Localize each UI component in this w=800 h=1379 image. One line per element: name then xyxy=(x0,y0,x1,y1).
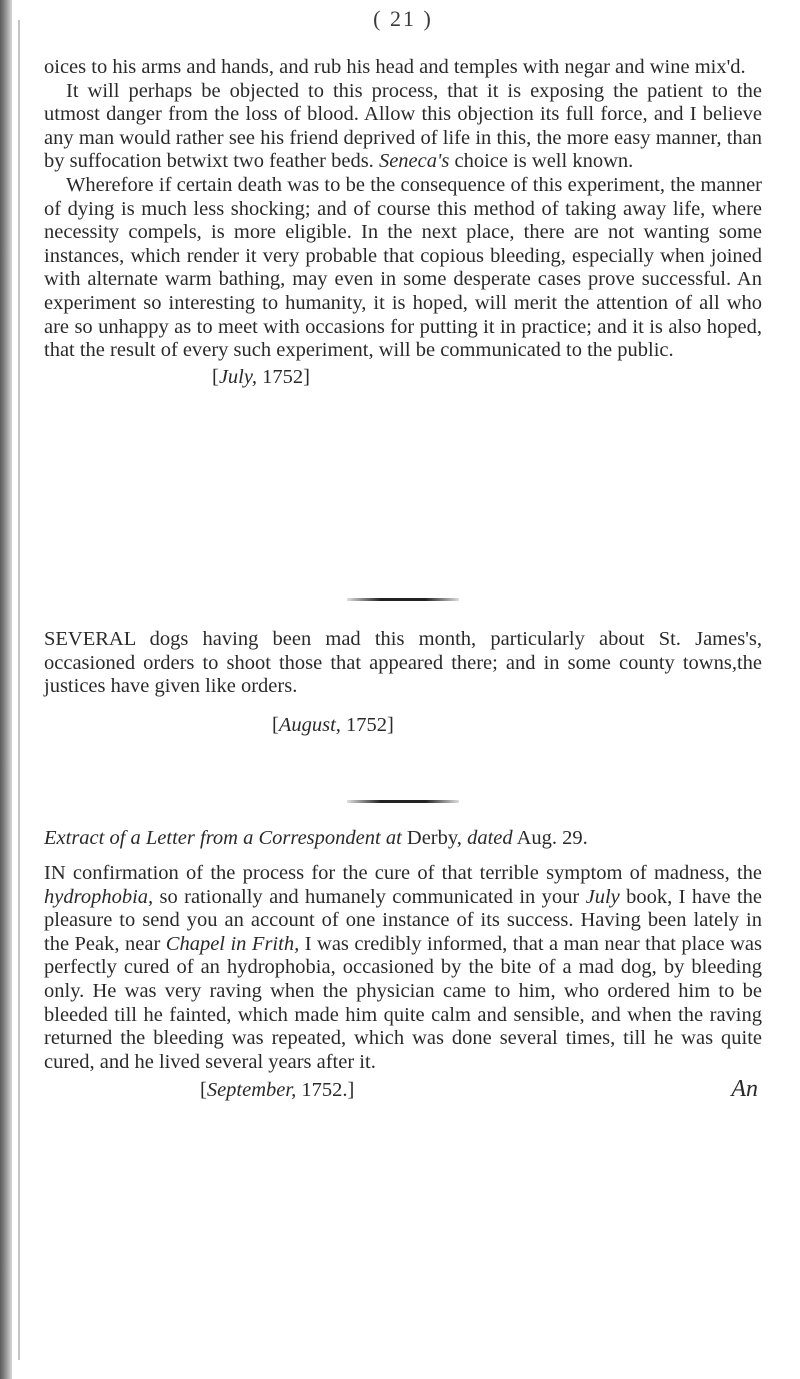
section-divider-2 xyxy=(347,800,459,803)
letter-text-2: so rationally and humanely communicated in your xyxy=(153,885,580,908)
heading-place: Derby, xyxy=(406,827,462,849)
date-month: July, xyxy=(218,365,257,388)
chapel-term: Chapel in Frith, xyxy=(165,932,300,955)
date-year: 1752 xyxy=(346,713,388,736)
opening-paragraph: oices to his arms and hands, and rub his head and temples with negar and wine mix'd. xyxy=(44,56,746,78)
date-year: 1752. xyxy=(301,1079,348,1102)
letter-text-3: book, I have the pleasure to send you an account of one instance of its success. Having been lately in the Peak, near xyxy=(44,885,762,955)
objection-end: choice is well known. xyxy=(449,150,634,173)
objection-text: It will perhaps be objected to this process, that it is exposing the patient to the utmost danger from the loss of blood. Allow this objection its full force, and I believe any man would rather see his friend deprived of life in this, the more easy manner, than by suffocation betwixt two feather beds. xyxy=(44,79,762,173)
date-september: [September, 1752.] xyxy=(200,1079,355,1102)
letter-text-4: I was credibly informed, that a man near that place was perfectly cured of an hydrophobia, occasioned by the bite of a mad dog, by bleeding only. He was very raving when the physician came to him, who ordered him to be bleeded till he fainted, which made him quite calm and sensible, and when the raving returned the bleeding was repeated, which was done several times, till he was quite cured, and he lived several years after it. xyxy=(44,932,763,1073)
date-september-row xyxy=(44,1078,762,1108)
date-year: 1752 xyxy=(262,365,304,388)
heading-dated: dated xyxy=(467,827,513,849)
section-august xyxy=(44,628,762,737)
page-number: ( 21 ) xyxy=(373,6,433,31)
paragraph-letter xyxy=(44,862,762,1074)
catchword: An xyxy=(731,1076,758,1103)
hydrophobia-term: hydrophobia, xyxy=(44,885,154,908)
page-binding-line xyxy=(18,20,20,1360)
section-divider-1 xyxy=(347,598,459,601)
paragraph-objection xyxy=(44,80,762,174)
date-july: [July, 1752] xyxy=(212,365,310,388)
date-month: September, xyxy=(206,1079,297,1102)
heading-italic: Extract of a Letter from a Correspondent at xyxy=(44,827,402,849)
date-month: August, xyxy=(278,713,341,736)
page-gutter-shadow xyxy=(0,0,12,1379)
paragraph-wherefore: Wherefore if certain death was to be the consequence of this experiment, the manner of dying is much less shocking; and of course this method of taking away life, where necessity compels, is more eligible. In the next place, there are not wanting some instances, which render it very probable that copious bleeding, especially when joined with alternate warm bathing, may even in some desperate cases prove successful. An experiment so interesting to humanity, it is hoped, will merit the attention of all who are so unhappy as to meet with occasions for putting it in practice; and it is also hoped, that the result of every such experiment, will be communicated to the public. xyxy=(44,173,762,362)
letter-text-1: IN confirmation of the process for the cure of that terrible symptom of madness, the xyxy=(44,862,762,884)
july-term: July xyxy=(585,885,620,908)
heading-date: Aug. 29. xyxy=(516,827,588,849)
date-august: [August, 1752] xyxy=(272,713,394,736)
seneca-name: Seneca's xyxy=(378,150,450,173)
section-july xyxy=(44,56,762,389)
section-september xyxy=(44,826,762,1108)
letter-heading xyxy=(44,826,762,850)
paragraph-dogs: SEVERAL dogs having been mad this month, particularly about St. James's, occasioned orders to shoot those that appeared there; and in some county towns,the justices have given like orders. xyxy=(44,628,762,698)
